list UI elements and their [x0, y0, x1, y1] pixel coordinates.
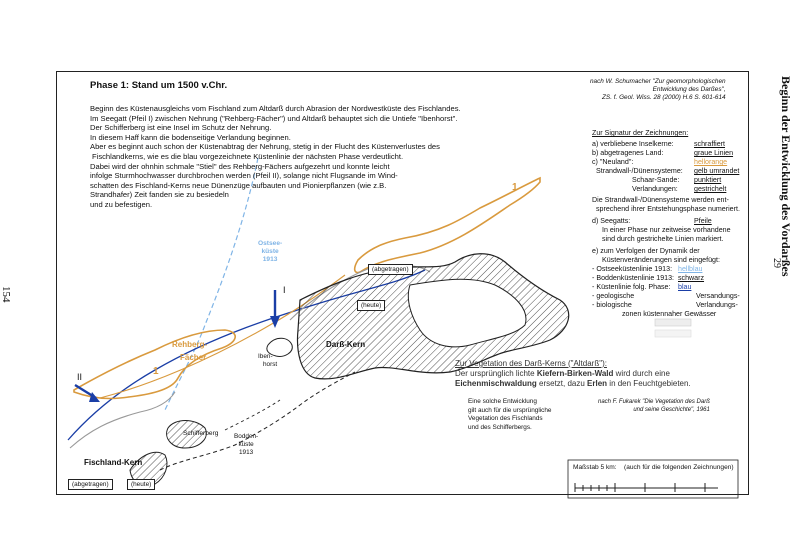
description-line: Der Schifferberg ist eine Insel im Schutz der Nehrung. [90, 123, 272, 133]
citation-line: nach W. Schumacher "Zur geomorphologischen [590, 78, 726, 85]
rehberg-faecher [74, 330, 235, 399]
label-abgetragen-top: (abgetragen) [368, 264, 413, 275]
vegetation-term: Erlen [587, 379, 608, 388]
label-heute-mid: (heute) [357, 300, 385, 311]
legend-swatch-geologisch [655, 319, 691, 326]
description-line: infolge Sturmhochwasser durchbrochen werden (Pfeil II), solange nicht Flugsande im Wind- [90, 171, 398, 181]
citation-line: Entwicklung des Darßes", [652, 86, 726, 94]
label-fischland-kern: Fischland-Kern [84, 458, 143, 467]
left-page-number: 154 [0, 286, 12, 303]
legend-label: - biologische [592, 301, 632, 309]
legend-subheading: e) zum Verfolgen der Dynamik der [592, 247, 700, 255]
map-label-line: Rehberg- [172, 340, 208, 349]
vegetation-text: Der ursprünglich lichte [455, 369, 537, 378]
label-abgetragen-bottom: (abgetragen) [68, 479, 113, 490]
label-phase-1-mid: 1 [153, 366, 159, 377]
legend-value: gelb umrandet [694, 167, 740, 175]
vegetation-note-line: und des Schifferbergs. [468, 423, 532, 431]
description-line: und zu befestigen. [90, 199, 153, 209]
legend-value: graue Linien [694, 149, 734, 157]
description-line: Dabei wird der ohnhin schmale "Stiel" des Rehberg-Fächers aufgezehrt und konnte leicht [90, 161, 390, 171]
description-text [90, 104, 461, 210]
legend-label: - Küstenlinie folg. Phase: [592, 283, 671, 291]
legend-swatch-biologisch [655, 330, 691, 337]
legend-label: Strandwall-/Dünensysteme: [596, 167, 683, 175]
label-boddenkueste [234, 433, 258, 457]
legend-label: Schaar-Sande: [632, 176, 680, 184]
map-label-line: Fächer [180, 353, 207, 362]
label-ostsee-1913 [258, 240, 282, 264]
citation-line: ZS. f. Geol. Wiss. 28 (2000) H.6 S. 601-614 [602, 94, 726, 102]
legend-note: zonen küstennaher Gewässer [622, 310, 717, 318]
legend-label: - Ostseeküstenlinie 1913: [592, 265, 673, 273]
legend-label: b) abgetragenes Land: [592, 149, 664, 157]
legend-heading: Zur Signatur der Zeichnungen: [592, 129, 689, 137]
label-ibenhorst [258, 353, 277, 369]
label-phase-1-top: 1 [512, 182, 518, 193]
vegetation-note-line: Vegetation des Fischlands [468, 415, 543, 423]
scale-label: Maßstab 5 km: [573, 464, 617, 471]
scale-note: (auch für die folgenden Zeichnungen) [624, 464, 734, 471]
label-heute-bottom: (heute) [127, 479, 155, 490]
source-citation [590, 78, 726, 103]
description-line: Aber es beginnt auch schon der Küstenabtrag der Nehrung, stetig in der Flucht des Küstenverlustes des [90, 142, 440, 152]
vegetation-term: Eichenmischwaldung [455, 379, 537, 388]
vegetation-citation [598, 398, 710, 414]
legend-label: - Boddenküstenlinie 1913: [592, 274, 675, 282]
legend-note: Die Strandwall-/Dünensysteme werden ent- [592, 196, 729, 204]
side-title: Beginn der Entwicklung des Vordarßes [779, 76, 793, 277]
description-line: Strandhafer) Zeit fanden sie zu besiedeln [90, 190, 229, 200]
legend-label: Verlandungen: [632, 185, 678, 193]
legend-note: sind durch gestrichelte Linien markiert. [602, 235, 724, 243]
map-label-line: 1913 [262, 256, 278, 263]
legend-note: In einer Phase nur zeitweise vorhandene [602, 226, 731, 234]
legend [592, 129, 740, 319]
label-darss-kern: Darß-Kern [326, 340, 366, 349]
map-label-line: küste [238, 441, 254, 448]
legend-value: hellblau [678, 265, 703, 273]
legend-value: Verlandungs- [696, 301, 738, 309]
legend-value: hellorange [694, 158, 728, 166]
legend-value: Pfeile [694, 217, 712, 225]
figure-title: Phase 1: Stand um 1500 v.Chr. [90, 80, 228, 91]
legend-label: a) verbliebene Inselkerne: [592, 140, 674, 148]
map-label-line: Iben- [258, 353, 273, 360]
map-label-line: Bodden- [234, 433, 259, 440]
vegetation-text: ersetzt, dazu [536, 379, 588, 388]
map-label-line: küste [261, 248, 279, 255]
legend-label: - geologische [592, 292, 635, 300]
bodden-coast-1913-b [225, 400, 280, 430]
map-label-line: Ostsee- [258, 240, 283, 247]
vegetation-note-line: Eine solche Entwicklung [468, 398, 537, 405]
description-line: Fischlandkerns, wie es die blau vorgezeichnete Küstenlinie der nächsten Phase verdeutlicht. [92, 151, 404, 161]
vegetation-line-2 [455, 379, 691, 389]
description-line: Beginn des Küstenausgleichs vom Fischland zum Altdarß durch Abrasion der Nordwestküste des Fischlandes. [90, 104, 461, 113]
description-line: In diesem Haff kann die bodenseitige Verlandung beginnen. [90, 132, 291, 142]
vegetation-text: in den Feuchtgebieten. [607, 379, 691, 388]
legend-note: sprechend ihrer Entstehungsphase numeriert. [596, 205, 740, 213]
legend-label: c) "Neuland": [592, 158, 634, 166]
citation-line: und seine Geschichte", 1961 [633, 407, 710, 414]
legend-value: Versandungs- [696, 292, 740, 300]
label-schifferberg: Schifferberg [183, 430, 219, 437]
map-label-line: 1913 [238, 449, 254, 456]
legend-label: d) Seegatts: [592, 217, 631, 225]
description-line: Im Seegatt (Pfeil I) zwischen Nehrung ("Rehberg-Fächer") und Altdarß behauptet sich die Untiefe "Ibenhorst". [90, 113, 458, 123]
map-label-line: horst [263, 361, 278, 368]
seegatt-arrow-1-head [270, 316, 280, 328]
label-rehberg [172, 338, 207, 364]
legend-value: blau [678, 283, 692, 291]
legend-value: gestrichelt [694, 185, 727, 193]
vegetation-note [468, 398, 551, 432]
legend-value: schwarz [678, 274, 705, 282]
vegetation-box [455, 359, 691, 389]
vegetation-heading: Zur Vegetation des Darß-Kerns ("Altdarß"): [455, 359, 607, 368]
legend-value: punktiert [694, 176, 722, 184]
vegetation-term: Kiefern-Birken-Wald [536, 369, 614, 378]
label-arrow-2: II [77, 372, 83, 382]
label-arrow-1: I [283, 285, 286, 295]
abgetragen-line-left [70, 392, 175, 448]
description-line: schatten des Fischland-Kerns neue Dünenzüge aufbauten und Pionierpflanzen (wie z.B. [90, 180, 387, 190]
vegetation-line-1 [455, 369, 691, 379]
right-page-number: 29 [771, 258, 782, 268]
vegetation-note-line: gilt auch für die ursprüngliche [468, 406, 552, 414]
legend-subheading: Küstenveränderungen sind eingefügt: [602, 256, 720, 264]
citation-line: nach F. Fukarek "Die Vegetation des Darß [598, 399, 710, 405]
vegetation-text: wird durch eine [613, 369, 670, 378]
legend-value: schraffiert [694, 140, 726, 148]
